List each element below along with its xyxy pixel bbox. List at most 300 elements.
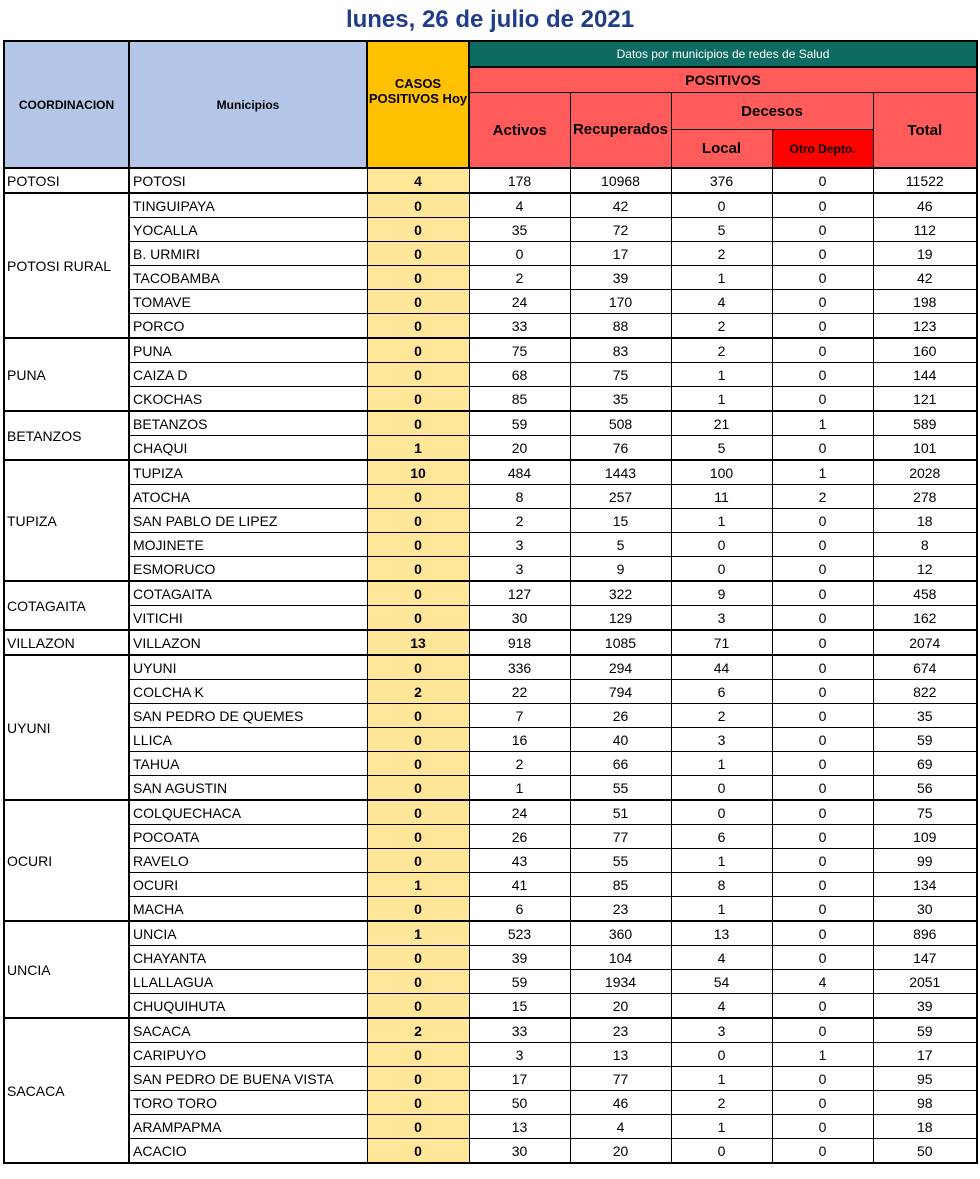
municipio-cell: TACOBAMBA bbox=[129, 266, 367, 290]
otro-depto-cell: 0 bbox=[772, 655, 873, 680]
municipio-cell: B. URMIRI bbox=[129, 242, 367, 266]
recuperados-cell: 104 bbox=[570, 946, 671, 970]
table-row bbox=[4, 752, 977, 776]
local-cell: 2 bbox=[671, 314, 772, 339]
total-cell: 18 bbox=[873, 1115, 977, 1139]
otro-depto-cell: 0 bbox=[772, 946, 873, 970]
activos-cell: 7 bbox=[469, 704, 570, 728]
header-total: Total bbox=[873, 93, 977, 169]
recuperados-cell: 17 bbox=[570, 242, 671, 266]
casos-hoy-cell: 0 bbox=[367, 533, 469, 557]
total-cell: 101 bbox=[873, 436, 977, 461]
otro-depto-cell: 0 bbox=[772, 704, 873, 728]
local-cell: 1 bbox=[671, 1067, 772, 1091]
recuperados-cell: 257 bbox=[570, 485, 671, 509]
activos-cell: 523 bbox=[469, 921, 570, 946]
coordinacion-cell: UYUNI bbox=[4, 655, 129, 800]
table-row bbox=[4, 630, 977, 655]
page-title: lunes, 26 de julio de 2021 bbox=[345, 6, 635, 33]
table-row bbox=[4, 509, 977, 533]
otro-depto-cell: 1 bbox=[772, 411, 873, 436]
total-cell: 69 bbox=[873, 752, 977, 776]
casos-hoy-cell: 0 bbox=[367, 825, 469, 849]
local-cell: 54 bbox=[671, 970, 772, 994]
otro-depto-cell: 0 bbox=[772, 436, 873, 461]
local-cell: 1 bbox=[671, 363, 772, 387]
municipio-cell: POCOATA bbox=[129, 825, 367, 849]
total-cell: 56 bbox=[873, 776, 977, 801]
casos-hoy-cell: 1 bbox=[367, 436, 469, 461]
table-row bbox=[4, 680, 977, 704]
municipio-cell: YOCALLA bbox=[129, 218, 367, 242]
local-cell: 0 bbox=[671, 1139, 772, 1164]
local-cell: 0 bbox=[671, 1043, 772, 1067]
total-cell: 99 bbox=[873, 849, 977, 873]
table-row bbox=[4, 655, 977, 680]
otro-depto-cell: 0 bbox=[772, 849, 873, 873]
recuperados-cell: 55 bbox=[570, 849, 671, 873]
total-cell: 17 bbox=[873, 1043, 977, 1067]
otro-depto-cell: 0 bbox=[772, 242, 873, 266]
casos-hoy-cell: 0 bbox=[367, 242, 469, 266]
recuperados-cell: 66 bbox=[570, 752, 671, 776]
otro-depto-cell: 0 bbox=[772, 825, 873, 849]
otro-depto-cell: 0 bbox=[772, 557, 873, 582]
recuperados-cell: 88 bbox=[570, 314, 671, 339]
activos-cell: 41 bbox=[469, 873, 570, 897]
otro-depto-cell: 0 bbox=[772, 581, 873, 606]
recuperados-cell: 5 bbox=[570, 533, 671, 557]
local-cell: 5 bbox=[671, 436, 772, 461]
total-cell: 121 bbox=[873, 387, 977, 412]
activos-cell: 85 bbox=[469, 387, 570, 412]
casos-hoy-cell: 0 bbox=[367, 218, 469, 242]
table-row bbox=[4, 266, 977, 290]
header-decesos: Decesos bbox=[671, 93, 873, 130]
casos-hoy-cell: 0 bbox=[367, 485, 469, 509]
municipio-cell: TORO TORO bbox=[129, 1091, 367, 1115]
casos-hoy-cell: 1 bbox=[367, 873, 469, 897]
activos-cell: 1 bbox=[469, 776, 570, 801]
total-cell: 278 bbox=[873, 485, 977, 509]
municipio-cell: POTOSI bbox=[129, 168, 367, 193]
total-cell: 112 bbox=[873, 218, 977, 242]
local-cell: 44 bbox=[671, 655, 772, 680]
table-row bbox=[4, 800, 977, 825]
local-cell: 1 bbox=[671, 897, 772, 922]
recuperados-cell: 55 bbox=[570, 776, 671, 801]
casos-hoy-cell: 0 bbox=[367, 1139, 469, 1164]
municipio-cell: TINGUIPAYA bbox=[129, 193, 367, 218]
total-cell: 2051 bbox=[873, 970, 977, 994]
otro-depto-cell: 0 bbox=[772, 921, 873, 946]
total-cell: 46 bbox=[873, 193, 977, 218]
local-cell: 2 bbox=[671, 242, 772, 266]
recuperados-cell: 77 bbox=[570, 1067, 671, 1091]
municipio-cell: COLCHA K bbox=[129, 680, 367, 704]
casos-hoy-cell: 0 bbox=[367, 581, 469, 606]
recuperados-cell: 10968 bbox=[570, 168, 671, 193]
local-cell: 4 bbox=[671, 994, 772, 1019]
table-row bbox=[4, 728, 977, 752]
coordinacion-cell: COTAGAITA bbox=[4, 581, 129, 630]
otro-depto-cell: 0 bbox=[772, 752, 873, 776]
municipio-cell: RAVELO bbox=[129, 849, 367, 873]
table-row bbox=[4, 704, 977, 728]
activos-cell: 33 bbox=[469, 314, 570, 339]
local-cell: 3 bbox=[671, 1018, 772, 1043]
activos-cell: 22 bbox=[469, 680, 570, 704]
local-cell: 4 bbox=[671, 290, 772, 314]
otro-depto-cell: 0 bbox=[772, 1139, 873, 1164]
casos-hoy-cell: 13 bbox=[367, 630, 469, 655]
otro-depto-cell: 0 bbox=[772, 630, 873, 655]
activos-cell: 59 bbox=[469, 411, 570, 436]
casos-hoy-cell: 0 bbox=[367, 752, 469, 776]
total-cell: 59 bbox=[873, 728, 977, 752]
coordinacion-cell: POTOSI bbox=[4, 168, 129, 193]
header-casos-hoy: CASOS POSITIVOS Hoy bbox=[367, 41, 469, 168]
local-cell: 100 bbox=[671, 460, 772, 485]
total-cell: 674 bbox=[873, 655, 977, 680]
total-cell: 8 bbox=[873, 533, 977, 557]
total-cell: 98 bbox=[873, 1091, 977, 1115]
casos-hoy-cell: 4 bbox=[367, 168, 469, 193]
municipio-cell: CHUQUIHUTA bbox=[129, 994, 367, 1019]
total-cell: 2074 bbox=[873, 630, 977, 655]
local-cell: 11 bbox=[671, 485, 772, 509]
table-row bbox=[4, 218, 977, 242]
recuperados-cell: 23 bbox=[570, 1018, 671, 1043]
otro-depto-cell: 0 bbox=[772, 338, 873, 363]
total-cell: 896 bbox=[873, 921, 977, 946]
total-cell: 458 bbox=[873, 581, 977, 606]
header-otro-depto: Otro Depto. bbox=[772, 130, 873, 169]
otro-depto-cell: 4 bbox=[772, 970, 873, 994]
otro-depto-cell: 0 bbox=[772, 363, 873, 387]
municipio-cell: OCURI bbox=[129, 873, 367, 897]
table-row bbox=[4, 338, 977, 363]
local-cell: 0 bbox=[671, 557, 772, 582]
local-cell: 4 bbox=[671, 946, 772, 970]
header-positivos: POSITIVOS bbox=[469, 67, 977, 93]
recuperados-cell: 75 bbox=[570, 363, 671, 387]
table-row bbox=[4, 994, 977, 1019]
table-row bbox=[4, 606, 977, 631]
table-row bbox=[4, 1018, 977, 1043]
otro-depto-cell: 0 bbox=[772, 193, 873, 218]
otro-depto-cell: 0 bbox=[772, 290, 873, 314]
local-cell: 13 bbox=[671, 921, 772, 946]
casos-hoy-cell: 1 bbox=[367, 921, 469, 946]
covid-municipal-table bbox=[3, 40, 978, 1164]
municipio-cell: VILLAZON bbox=[129, 630, 367, 655]
table-row bbox=[4, 290, 977, 314]
local-cell: 1 bbox=[671, 849, 772, 873]
total-cell: 39 bbox=[873, 994, 977, 1019]
table-row bbox=[4, 581, 977, 606]
activos-cell: 3 bbox=[469, 1043, 570, 1067]
local-cell: 2 bbox=[671, 1091, 772, 1115]
total-cell: 50 bbox=[873, 1139, 977, 1164]
local-cell: 9 bbox=[671, 581, 772, 606]
table-row bbox=[4, 387, 977, 412]
recuperados-cell: 9 bbox=[570, 557, 671, 582]
local-cell: 0 bbox=[671, 800, 772, 825]
local-cell: 1 bbox=[671, 509, 772, 533]
otro-depto-cell: 0 bbox=[772, 218, 873, 242]
municipio-cell: COTAGAITA bbox=[129, 581, 367, 606]
coordinacion-cell: VILLAZON bbox=[4, 630, 129, 655]
total-cell: 109 bbox=[873, 825, 977, 849]
recuperados-cell: 20 bbox=[570, 1139, 671, 1164]
coordinacion-cell: PUNA bbox=[4, 338, 129, 411]
table-row bbox=[4, 946, 977, 970]
activos-cell: 26 bbox=[469, 825, 570, 849]
casos-hoy-cell: 0 bbox=[367, 800, 469, 825]
recuperados-cell: 794 bbox=[570, 680, 671, 704]
local-cell: 3 bbox=[671, 606, 772, 631]
activos-cell: 35 bbox=[469, 218, 570, 242]
recuperados-cell: 20 bbox=[570, 994, 671, 1019]
table-row bbox=[4, 873, 977, 897]
activos-cell: 15 bbox=[469, 994, 570, 1019]
otro-depto-cell: 0 bbox=[772, 1115, 873, 1139]
total-cell: 18 bbox=[873, 509, 977, 533]
total-cell: 144 bbox=[873, 363, 977, 387]
otro-depto-cell: 0 bbox=[772, 800, 873, 825]
activos-cell: 24 bbox=[469, 800, 570, 825]
municipio-cell: UYUNI bbox=[129, 655, 367, 680]
casos-hoy-cell: 0 bbox=[367, 193, 469, 218]
local-cell: 71 bbox=[671, 630, 772, 655]
activos-cell: 75 bbox=[469, 338, 570, 363]
table-row bbox=[4, 970, 977, 994]
otro-depto-cell: 0 bbox=[772, 606, 873, 631]
activos-cell: 8 bbox=[469, 485, 570, 509]
activos-cell: 30 bbox=[469, 1139, 570, 1164]
casos-hoy-cell: 0 bbox=[367, 338, 469, 363]
casos-hoy-cell: 10 bbox=[367, 460, 469, 485]
table-row bbox=[4, 168, 977, 193]
casos-hoy-cell: 0 bbox=[367, 606, 469, 631]
table-row bbox=[4, 921, 977, 946]
municipio-cell: CKOCHAS bbox=[129, 387, 367, 412]
local-cell: 6 bbox=[671, 680, 772, 704]
local-cell: 0 bbox=[671, 776, 772, 801]
total-cell: 35 bbox=[873, 704, 977, 728]
otro-depto-cell: 0 bbox=[772, 266, 873, 290]
municipio-cell: SAN PABLO DE LIPEZ bbox=[129, 509, 367, 533]
local-cell: 2 bbox=[671, 704, 772, 728]
recuperados-cell: 40 bbox=[570, 728, 671, 752]
total-cell: 95 bbox=[873, 1067, 977, 1091]
municipio-cell: CHAYANTA bbox=[129, 946, 367, 970]
municipio-cell: CAIZA D bbox=[129, 363, 367, 387]
recuperados-cell: 13 bbox=[570, 1043, 671, 1067]
casos-hoy-cell: 0 bbox=[367, 897, 469, 922]
municipio-cell: PORCO bbox=[129, 314, 367, 339]
activos-cell: 2 bbox=[469, 752, 570, 776]
municipio-cell: ACACIO bbox=[129, 1139, 367, 1164]
coordinacion-cell: POTOSI RURAL bbox=[4, 193, 129, 338]
activos-cell: 33 bbox=[469, 1018, 570, 1043]
activos-cell: 30 bbox=[469, 606, 570, 631]
header-coordinacion: COORDINACION bbox=[4, 41, 129, 168]
activos-cell: 68 bbox=[469, 363, 570, 387]
recuperados-cell: 35 bbox=[570, 387, 671, 412]
recuperados-cell: 360 bbox=[570, 921, 671, 946]
local-cell: 1 bbox=[671, 266, 772, 290]
total-cell: 134 bbox=[873, 873, 977, 897]
otro-depto-cell: 0 bbox=[772, 728, 873, 752]
recuperados-cell: 1934 bbox=[570, 970, 671, 994]
municipio-cell: PUNA bbox=[129, 338, 367, 363]
total-cell: 822 bbox=[873, 680, 977, 704]
recuperados-cell: 26 bbox=[570, 704, 671, 728]
municipio-cell: MOJINETE bbox=[129, 533, 367, 557]
total-cell: 2028 bbox=[873, 460, 977, 485]
recuperados-cell: 46 bbox=[570, 1091, 671, 1115]
activos-cell: 16 bbox=[469, 728, 570, 752]
activos-cell: 50 bbox=[469, 1091, 570, 1115]
activos-cell: 17 bbox=[469, 1067, 570, 1091]
header-datos: Datos por municipios de redes de Salud bbox=[469, 41, 977, 67]
table-row bbox=[4, 1067, 977, 1091]
local-cell: 0 bbox=[671, 193, 772, 218]
municipio-cell: BETANZOS bbox=[129, 411, 367, 436]
municipio-cell: SAN AGUSTIN bbox=[129, 776, 367, 801]
casos-hoy-cell: 0 bbox=[367, 557, 469, 582]
activos-cell: 6 bbox=[469, 897, 570, 922]
casos-hoy-cell: 0 bbox=[367, 411, 469, 436]
activos-cell: 2 bbox=[469, 509, 570, 533]
header-recuperados: Recuperados bbox=[570, 93, 671, 169]
otro-depto-cell: 0 bbox=[772, 776, 873, 801]
casos-hoy-cell: 0 bbox=[367, 509, 469, 533]
recuperados-cell: 294 bbox=[570, 655, 671, 680]
local-cell: 1 bbox=[671, 752, 772, 776]
otro-depto-cell: 0 bbox=[772, 314, 873, 339]
table-row bbox=[4, 825, 977, 849]
casos-hoy-cell: 0 bbox=[367, 946, 469, 970]
municipio-cell: UNCIA bbox=[129, 921, 367, 946]
activos-cell: 43 bbox=[469, 849, 570, 873]
activos-cell: 336 bbox=[469, 655, 570, 680]
table-row bbox=[4, 1091, 977, 1115]
total-cell: 42 bbox=[873, 266, 977, 290]
total-cell: 160 bbox=[873, 338, 977, 363]
otro-depto-cell: 0 bbox=[772, 1091, 873, 1115]
activos-cell: 3 bbox=[469, 533, 570, 557]
recuperados-cell: 51 bbox=[570, 800, 671, 825]
table-row bbox=[4, 1115, 977, 1139]
table-row bbox=[4, 436, 977, 461]
recuperados-cell: 23 bbox=[570, 897, 671, 922]
recuperados-cell: 129 bbox=[570, 606, 671, 631]
casos-hoy-cell: 0 bbox=[367, 970, 469, 994]
municipio-cell: ESMORUCO bbox=[129, 557, 367, 582]
table-row bbox=[4, 193, 977, 218]
casos-hoy-cell: 0 bbox=[367, 1091, 469, 1115]
casos-hoy-cell: 0 bbox=[367, 290, 469, 314]
total-cell: 123 bbox=[873, 314, 977, 339]
municipio-cell: VITICHI bbox=[129, 606, 367, 631]
table-row bbox=[4, 485, 977, 509]
total-cell: 147 bbox=[873, 946, 977, 970]
municipio-cell: CARIPUYO bbox=[129, 1043, 367, 1067]
otro-depto-cell: 1 bbox=[772, 1043, 873, 1067]
recuperados-cell: 39 bbox=[570, 266, 671, 290]
otro-depto-cell: 0 bbox=[772, 873, 873, 897]
local-cell: 21 bbox=[671, 411, 772, 436]
activos-cell: 24 bbox=[469, 290, 570, 314]
local-cell: 6 bbox=[671, 825, 772, 849]
otro-depto-cell: 0 bbox=[772, 509, 873, 533]
table-row bbox=[4, 1139, 977, 1164]
total-cell: 198 bbox=[873, 290, 977, 314]
table-body bbox=[4, 168, 977, 1163]
coordinacion-cell: BETANZOS bbox=[4, 411, 129, 460]
municipio-cell: COLQUECHACA bbox=[129, 800, 367, 825]
activos-cell: 39 bbox=[469, 946, 570, 970]
coordinacion-cell: TUPIZA bbox=[4, 460, 129, 581]
recuperados-cell: 76 bbox=[570, 436, 671, 461]
activos-cell: 127 bbox=[469, 581, 570, 606]
table-row bbox=[4, 1043, 977, 1067]
municipio-cell: SAN PEDRO DE QUEMES bbox=[129, 704, 367, 728]
casos-hoy-cell: 0 bbox=[367, 1043, 469, 1067]
municipio-cell: TAHUA bbox=[129, 752, 367, 776]
recuperados-cell: 83 bbox=[570, 338, 671, 363]
recuperados-cell: 1443 bbox=[570, 460, 671, 485]
municipio-cell: LLALLAGUA bbox=[129, 970, 367, 994]
recuperados-cell: 4 bbox=[570, 1115, 671, 1139]
coordinacion-cell: OCURI bbox=[4, 800, 129, 921]
casos-hoy-cell: 0 bbox=[367, 363, 469, 387]
local-cell: 3 bbox=[671, 728, 772, 752]
total-cell: 11522 bbox=[873, 168, 977, 193]
casos-hoy-cell: 0 bbox=[367, 387, 469, 412]
recuperados-cell: 508 bbox=[570, 411, 671, 436]
otro-depto-cell: 0 bbox=[772, 533, 873, 557]
municipio-cell: SAN PEDRO DE BUENA VISTA bbox=[129, 1067, 367, 1091]
municipio-cell: MACHA bbox=[129, 897, 367, 922]
casos-hoy-cell: 0 bbox=[367, 314, 469, 339]
local-cell: 376 bbox=[671, 168, 772, 193]
coordinacion-cell: UNCIA bbox=[4, 921, 129, 1018]
casos-hoy-cell: 2 bbox=[367, 1018, 469, 1043]
header-local: Local bbox=[671, 130, 772, 169]
otro-depto-cell: 0 bbox=[772, 387, 873, 412]
casos-hoy-cell: 0 bbox=[367, 655, 469, 680]
local-cell: 0 bbox=[671, 533, 772, 557]
table-row bbox=[4, 460, 977, 485]
otro-depto-cell: 0 bbox=[772, 1067, 873, 1091]
activos-cell: 918 bbox=[469, 630, 570, 655]
total-cell: 19 bbox=[873, 242, 977, 266]
otro-depto-cell: 0 bbox=[772, 168, 873, 193]
casos-hoy-cell: 0 bbox=[367, 849, 469, 873]
recuperados-cell: 42 bbox=[570, 193, 671, 218]
total-cell: 162 bbox=[873, 606, 977, 631]
total-cell: 12 bbox=[873, 557, 977, 582]
total-cell: 589 bbox=[873, 411, 977, 436]
activos-cell: 4 bbox=[469, 193, 570, 218]
municipio-cell: ARAMPAPMA bbox=[129, 1115, 367, 1139]
otro-depto-cell: 2 bbox=[772, 485, 873, 509]
otro-depto-cell: 0 bbox=[772, 897, 873, 922]
